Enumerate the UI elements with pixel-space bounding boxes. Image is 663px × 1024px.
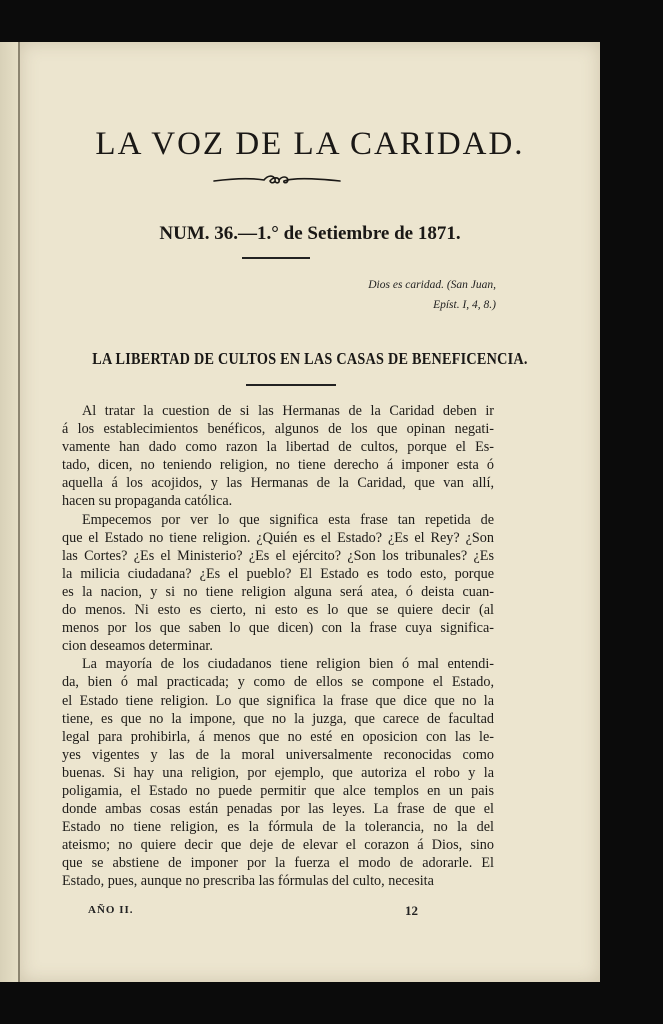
article-body: [62, 402, 494, 891]
text-line: donde ambas cosas están penadas por las leyes. La frase de que el: [62, 801, 494, 818]
text-line: es la nacion, y si no tiene religion alguna será atea, ó deista cuan-: [62, 583, 494, 600]
text-line: La mayoría de los ciudadanos tiene religion bien ó mal entendi-: [82, 656, 494, 673]
text-line: yes vigentes y las de la moral universalmente reconocidas como: [62, 746, 494, 763]
epigraph-line: Dios es caridad. (San Juan,: [368, 279, 496, 291]
facing-page-edge: [0, 42, 20, 982]
text-line: poligamia, el Estado no puede permitir que alce templos en un pais: [62, 782, 494, 799]
epigraph: [296, 275, 496, 315]
text-line: tado, dicen, no teniendo religion, no tiene derecho á imponer esta ó: [62, 457, 494, 474]
footer-signature: 12: [405, 903, 418, 918]
issue-number-date: NUM. 36.—1.° de Setiembre de 1871.: [159, 223, 461, 244]
text-line: hacen su propaganda católica.: [62, 493, 233, 510]
ornament-flourish-icon: [212, 172, 342, 188]
text-line: legal para prohibirla, á menos que no esté en oposicion con las le-: [62, 728, 494, 745]
text-line: Estado no tiene religion, es la fórmula de la tolerancia, no la del: [62, 819, 494, 836]
text-line: cion deseamos determinar.: [62, 638, 213, 655]
text-line: Al tratar la cuestion de si las Hermanas de la Caridad deben ir: [82, 403, 494, 419]
text-line: do menos. Ni esto es cierto, ni esto es lo que se quiere decir (al: [62, 602, 494, 619]
text-line: que se abstiene de imponer por la fuerza el modo de adorarle. El: [62, 855, 494, 872]
text-line: menos por los que saben lo que dicen) con la frase cuya significa-: [62, 620, 494, 637]
text-line: el Estado tiene religion. Lo que significa la frase que dice que no la: [62, 692, 494, 709]
text-line: tiene, es que no la impone, que no la juzga, que carece de facultad: [62, 710, 494, 727]
text-line: ateismo; no quiere decir que deje de elevar el corazon á Dios, sino: [62, 837, 494, 854]
divider-rule: [246, 384, 336, 386]
journal-title: LA VOZ DE LA CARIDAD.: [95, 126, 525, 162]
text-line: que el Estado no tiene religion. ¿Quién es el Estado? ¿Es el Rey? ¿Son: [62, 529, 494, 546]
article-title: LA LIBERTAD DE CULTOS EN LAS CASAS DE BENEFICENCIA.: [92, 349, 528, 368]
text-line: buenas. Si hay una religion, por ejemplo, que autoriza el robo y la: [62, 764, 494, 781]
epigraph-line: Epíst. I, 4, 8.): [433, 299, 496, 311]
page: [20, 42, 600, 982]
text-line: las Cortes? ¿Es el Ministerio? ¿Es el ejército? ¿Son los tribunales? ¿Es: [62, 547, 494, 564]
divider-rule: [242, 257, 310, 259]
text-line: vamente han dado como razon la libertad de cultos, porque el Es-: [62, 439, 494, 456]
text-line: la milicia ciudadana? ¿Es el pueblo? El Estado es todo esto, porque: [62, 565, 494, 582]
text-line: á los establecimientos benéficos, algunos de los que opinan negati-: [62, 421, 494, 438]
footer-volume: AÑO II.: [88, 904, 134, 916]
text-line: da, bien ó mal practicada; y como de ellos se compone el Estado,: [62, 674, 494, 691]
text-line: Estado, pues, aunque no prescriba las fórmulas del culto, necesita: [62, 873, 434, 890]
text-line: Empecemos por ver lo que significa esta frase tan repetida de: [82, 511, 494, 528]
text-line: aquella á los acojidos, y las Hermanas de la Caridad, que van allí,: [62, 475, 494, 492]
